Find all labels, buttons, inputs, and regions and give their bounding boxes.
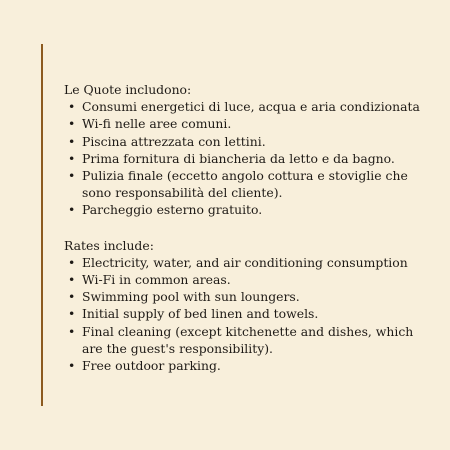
- list-item: • Wi-fi nelle aree comuni.: [68, 116, 232, 132]
- list-item: • Parcheggio esterno gratuito.: [68, 202, 263, 218]
- list-item: • Electricity, water, and air conditioning consumption: [68, 254, 408, 270]
- section-gap: [64, 219, 436, 237]
- list-item: • Pulizia finale (eccetto angolo cottura e stoviglie che sono responsabilità del cliente).: [68, 168, 408, 201]
- english-list: [64, 254, 436, 374]
- bullet-icon: •: [68, 150, 76, 166]
- accent-bar: [41, 44, 43, 406]
- bullet-icon: •: [68, 254, 76, 270]
- italian-list: [64, 98, 436, 218]
- bullet-icon: •: [68, 306, 76, 322]
- bullet-icon: •: [68, 358, 76, 374]
- bullet-icon: •: [68, 289, 76, 305]
- list-item: • Prima fornitura di biancheria da letto e da bagno.: [68, 150, 395, 166]
- english-heading: Rates include:: [64, 237, 154, 253]
- list-item: • Consumi energetici di luce, acqua e aria condizionata: [68, 99, 420, 115]
- list-item: • Final cleaning (except kitchenette and dishes, which are the guest's responsibility).: [68, 323, 414, 356]
- list-item: • Swimming pool with sun loungers.: [68, 289, 300, 305]
- bullet-icon: •: [68, 133, 76, 149]
- list-item: • Free outdoor parking.: [68, 358, 221, 374]
- bullet-icon: •: [68, 202, 76, 218]
- bullet-icon: •: [68, 168, 76, 184]
- list-item: • Initial supply of bed linen and towels.: [68, 306, 319, 322]
- list-item: • Piscina attrezzata con lettini.: [68, 133, 266, 149]
- italian-heading: Le Quote includono:: [64, 82, 192, 97]
- rates-content: [64, 81, 436, 374]
- bullet-icon: •: [68, 272, 76, 288]
- bullet-icon: •: [68, 99, 76, 115]
- bullet-icon: •: [68, 323, 76, 339]
- list-item: • Wi-Fi in common areas.: [68, 272, 231, 288]
- bullet-icon: •: [68, 116, 76, 132]
